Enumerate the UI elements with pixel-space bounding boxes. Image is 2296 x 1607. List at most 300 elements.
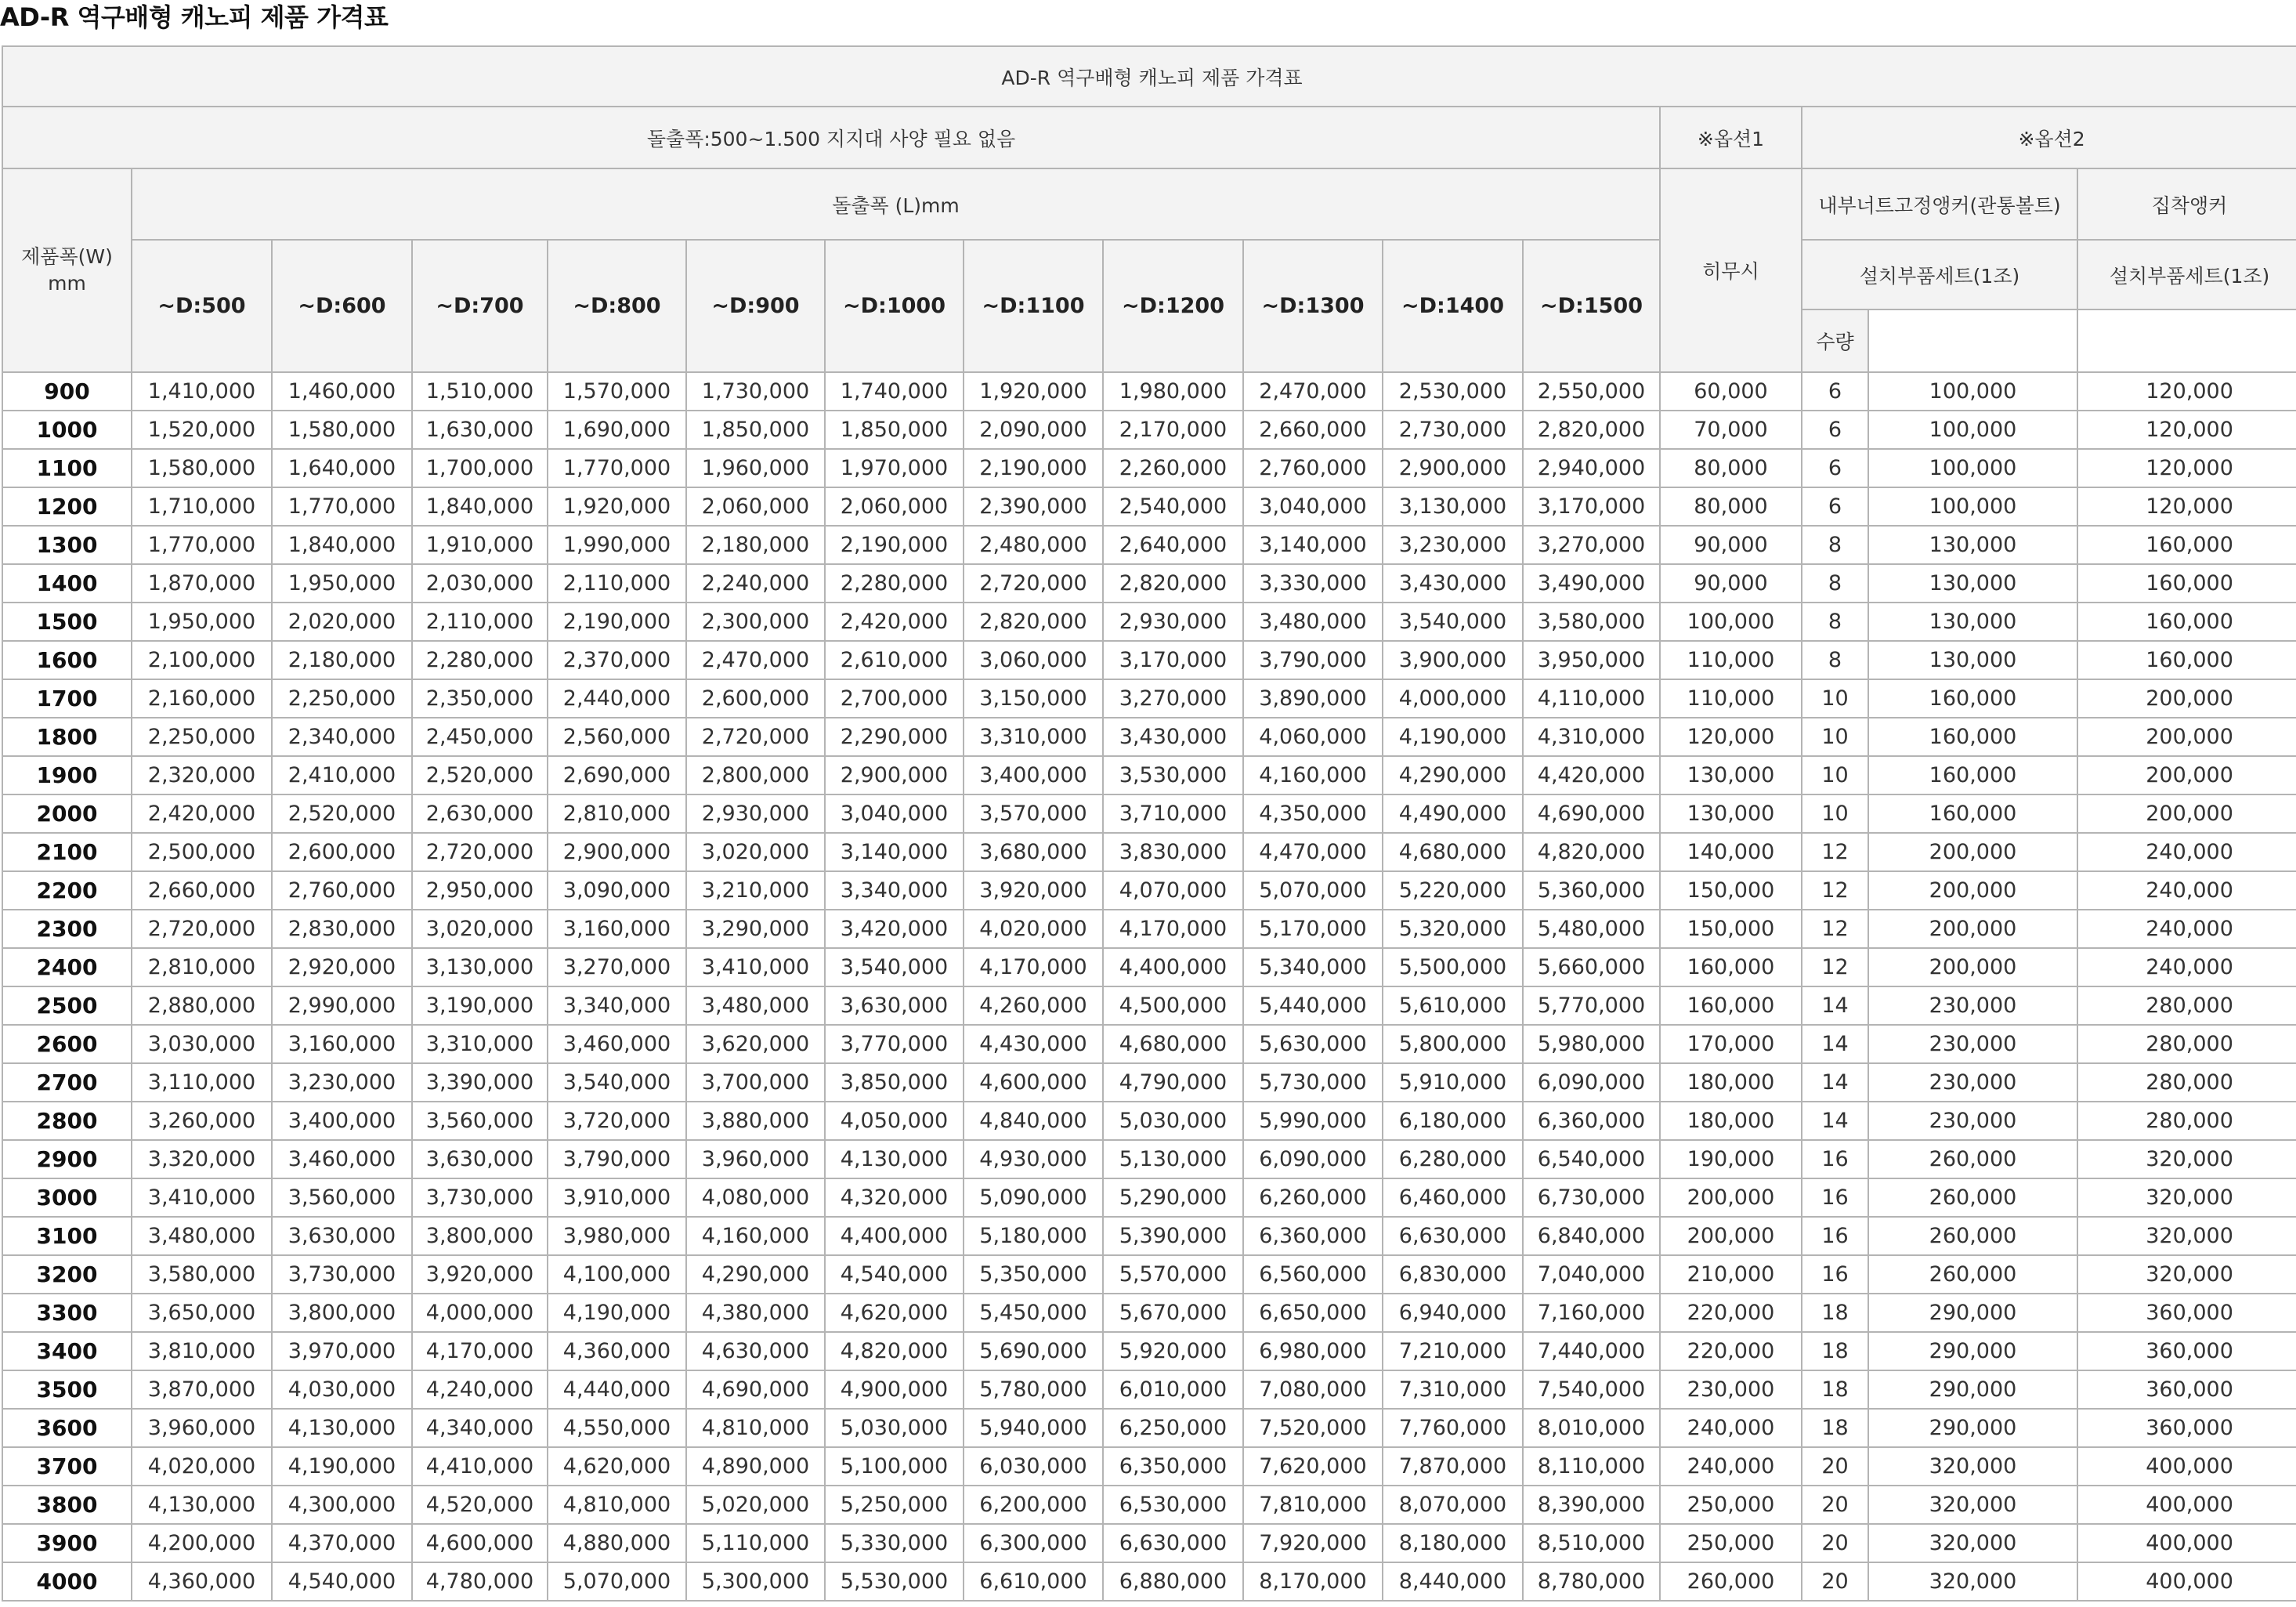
price-cell: 2,600,000 xyxy=(272,833,412,871)
price-cell: 2,820,000 xyxy=(964,603,1103,641)
price-cell: 8,390,000 xyxy=(1523,1486,1660,1524)
price-cell: 2,250,000 xyxy=(132,718,272,756)
option1-price-cell: 90,000 xyxy=(1660,526,1802,564)
price-cell: 5,450,000 xyxy=(964,1294,1103,1332)
option1-price-cell: 240,000 xyxy=(1660,1409,1802,1447)
price-cell: 7,310,000 xyxy=(1383,1370,1523,1409)
price-cell: 3,400,000 xyxy=(964,756,1103,794)
qty-cell: 12 xyxy=(1802,833,1868,871)
table-row xyxy=(2,948,2296,986)
option2b-price-cell: 400,000 xyxy=(2077,1447,2296,1486)
table-row xyxy=(2,756,2296,794)
option1-price-cell: 220,000 xyxy=(1660,1332,1802,1370)
option2b-price-cell: 240,000 xyxy=(2077,871,2296,910)
price-cell: 6,530,000 xyxy=(1103,1486,1243,1524)
price-cell: 4,160,000 xyxy=(686,1217,825,1255)
price-cell: 2,810,000 xyxy=(132,948,272,986)
price-cell: 2,810,000 xyxy=(548,794,686,833)
option2a-price-cell: 320,000 xyxy=(1868,1447,2077,1486)
price-cell: 3,460,000 xyxy=(548,1025,686,1063)
price-cell: 2,800,000 xyxy=(686,756,825,794)
option2b-price-cell: 360,000 xyxy=(2077,1332,2296,1370)
price-cell: 3,620,000 xyxy=(686,1025,825,1063)
price-cell: 3,270,000 xyxy=(1103,679,1243,718)
price-cell: 1,850,000 xyxy=(825,411,964,449)
price-cell: 4,130,000 xyxy=(825,1140,964,1178)
price-cell: 6,940,000 xyxy=(1383,1294,1523,1332)
qty-cell: 20 xyxy=(1802,1524,1868,1562)
price-cell: 4,420,000 xyxy=(1523,756,1660,794)
price-cell: 2,190,000 xyxy=(964,449,1103,487)
price-cell: 1,740,000 xyxy=(825,372,964,411)
price-cell: 3,970,000 xyxy=(272,1332,412,1370)
price-cell: 3,390,000 xyxy=(412,1063,548,1102)
price-cell: 6,840,000 xyxy=(1523,1217,1660,1255)
price-cell: 7,040,000 xyxy=(1523,1255,1660,1294)
price-cell: 3,700,000 xyxy=(686,1063,825,1102)
price-cell: 4,100,000 xyxy=(548,1255,686,1294)
qty-cell: 16 xyxy=(1802,1255,1868,1294)
width-cell: 1800 xyxy=(2,718,132,756)
price-cell: 2,930,000 xyxy=(1103,603,1243,641)
table-row xyxy=(2,1370,2296,1409)
price-cell: 1,960,000 xyxy=(686,449,825,487)
option2a-price-cell: 260,000 xyxy=(1868,1217,2077,1255)
d-column-header: ~D:1100 xyxy=(964,240,1103,372)
option2a-price-cell: 130,000 xyxy=(1868,526,2077,564)
price-cell: 3,460,000 xyxy=(272,1140,412,1178)
price-cell: 7,810,000 xyxy=(1243,1486,1383,1524)
option1-price-cell: 230,000 xyxy=(1660,1370,1802,1409)
projection-header: 돌출폭 (L)mm xyxy=(132,168,1660,240)
price-cell: 3,420,000 xyxy=(825,910,964,948)
width-cell: 1700 xyxy=(2,679,132,718)
option2b-price-cell: 360,000 xyxy=(2077,1409,2296,1447)
price-cell: 5,320,000 xyxy=(1383,910,1523,948)
price-cell: 2,720,000 xyxy=(964,564,1103,603)
price-cell: 2,820,000 xyxy=(1523,411,1660,449)
price-cell: 2,060,000 xyxy=(686,487,825,526)
qty-cell: 14 xyxy=(1802,986,1868,1025)
price-cell: 3,980,000 xyxy=(548,1217,686,1255)
price-cell: 4,350,000 xyxy=(1243,794,1383,833)
price-cell: 1,910,000 xyxy=(412,526,548,564)
price-cell: 5,530,000 xyxy=(825,1562,964,1601)
price-cell: 4,400,000 xyxy=(1103,948,1243,986)
price-cell: 3,910,000 xyxy=(548,1178,686,1217)
option1-price-cell: 60,000 xyxy=(1660,372,1802,411)
price-cell: 3,320,000 xyxy=(132,1140,272,1178)
width-cell: 1500 xyxy=(2,603,132,641)
d-column-header: ~D:800 xyxy=(548,240,686,372)
blank-header-cell xyxy=(2077,309,2296,372)
option2a-price-cell: 130,000 xyxy=(1868,603,2077,641)
price-cell: 6,300,000 xyxy=(964,1524,1103,1562)
qty-cell: 14 xyxy=(1802,1063,1868,1102)
price-cell: 3,790,000 xyxy=(548,1140,686,1178)
price-cell: 1,840,000 xyxy=(272,526,412,564)
d-column-header: ~D:700 xyxy=(412,240,548,372)
price-cell: 2,690,000 xyxy=(548,756,686,794)
price-cell: 3,020,000 xyxy=(412,910,548,948)
width-cell: 3200 xyxy=(2,1255,132,1294)
price-cell: 4,050,000 xyxy=(825,1102,964,1140)
price-cell: 1,990,000 xyxy=(548,526,686,564)
price-cell: 1,970,000 xyxy=(825,449,964,487)
d-column-header: ~D:1300 xyxy=(1243,240,1383,372)
price-cell: 2,180,000 xyxy=(272,641,412,679)
price-cell: 2,630,000 xyxy=(412,794,548,833)
table-row xyxy=(2,910,2296,948)
price-cell: 3,850,000 xyxy=(825,1063,964,1102)
price-cell: 2,190,000 xyxy=(548,603,686,641)
price-cell: 7,080,000 xyxy=(1243,1370,1383,1409)
price-cell: 5,030,000 xyxy=(825,1409,964,1447)
set-b-header: 설치부품세트(1조) xyxy=(2077,240,2296,309)
option2b-price-cell: 320,000 xyxy=(2077,1255,2296,1294)
price-cell: 5,670,000 xyxy=(1103,1294,1243,1332)
price-cell: 5,070,000 xyxy=(1243,871,1383,910)
option2b-price-cell: 320,000 xyxy=(2077,1217,2296,1255)
d-column-header: ~D:500 xyxy=(132,240,272,372)
price-cell: 5,780,000 xyxy=(964,1370,1103,1409)
option2b-price-cell: 160,000 xyxy=(2077,641,2296,679)
table-row xyxy=(2,1562,2296,1601)
price-cell: 4,000,000 xyxy=(1383,679,1523,718)
option2b-price-cell: 280,000 xyxy=(2077,1102,2296,1140)
qty-cell: 6 xyxy=(1802,372,1868,411)
price-cell: 1,770,000 xyxy=(272,487,412,526)
table-row xyxy=(2,1294,2296,1332)
price-cell: 2,470,000 xyxy=(686,641,825,679)
price-cell: 4,490,000 xyxy=(1383,794,1523,833)
price-cell: 2,660,000 xyxy=(1243,411,1383,449)
price-cell: 6,260,000 xyxy=(1243,1178,1383,1217)
qty-cell: 8 xyxy=(1802,603,1868,641)
price-cell: 4,170,000 xyxy=(1103,910,1243,948)
price-cell: 1,520,000 xyxy=(132,411,272,449)
price-cell: 5,390,000 xyxy=(1103,1217,1243,1255)
price-cell: 3,800,000 xyxy=(412,1217,548,1255)
price-cell: 4,680,000 xyxy=(1103,1025,1243,1063)
price-cell: 5,660,000 xyxy=(1523,948,1660,986)
option2a-price-cell: 290,000 xyxy=(1868,1294,2077,1332)
price-cell: 2,340,000 xyxy=(272,718,412,756)
qty-cell: 20 xyxy=(1802,1447,1868,1486)
price-cell: 1,840,000 xyxy=(412,487,548,526)
price-cell: 5,130,000 xyxy=(1103,1140,1243,1178)
price-cell: 3,020,000 xyxy=(686,833,825,871)
price-cell: 5,030,000 xyxy=(1103,1102,1243,1140)
price-cell: 3,790,000 xyxy=(1243,641,1383,679)
price-cell: 4,550,000 xyxy=(548,1409,686,1447)
option1-header: 히무시 xyxy=(1660,168,1802,372)
price-cell: 6,360,000 xyxy=(1243,1217,1383,1255)
price-cell: 5,800,000 xyxy=(1383,1025,1523,1063)
price-cell: 1,920,000 xyxy=(548,487,686,526)
price-cell: 6,650,000 xyxy=(1243,1294,1383,1332)
qty-cell: 20 xyxy=(1802,1562,1868,1601)
price-cell: 6,460,000 xyxy=(1383,1178,1523,1217)
option2b-price-cell: 120,000 xyxy=(2077,372,2296,411)
price-cell: 5,340,000 xyxy=(1243,948,1383,986)
price-cell: 3,400,000 xyxy=(272,1102,412,1140)
price-cell: 2,720,000 xyxy=(412,833,548,871)
price-cell: 2,540,000 xyxy=(1103,487,1243,526)
price-cell: 5,980,000 xyxy=(1523,1025,1660,1063)
price-cell: 6,630,000 xyxy=(1383,1217,1523,1255)
price-cell: 3,630,000 xyxy=(825,986,964,1025)
price-cell: 3,270,000 xyxy=(548,948,686,986)
price-cell: 3,030,000 xyxy=(132,1025,272,1063)
table-caption: AD-R 역구배형 캐노피 제품 가격표 xyxy=(2,46,2296,107)
price-cell: 3,230,000 xyxy=(1383,526,1523,564)
option1-price-cell: 80,000 xyxy=(1660,487,1802,526)
price-cell: 5,910,000 xyxy=(1383,1063,1523,1102)
price-cell: 4,110,000 xyxy=(1523,679,1660,718)
option2a-header: 내부너트고정앵커(관통볼트) xyxy=(1802,168,2077,240)
price-cell: 3,730,000 xyxy=(412,1178,548,1217)
price-cell: 3,270,000 xyxy=(1523,526,1660,564)
width-cell: 1600 xyxy=(2,641,132,679)
price-cell: 7,620,000 xyxy=(1243,1447,1383,1486)
price-cell: 4,620,000 xyxy=(825,1294,964,1332)
price-cell: 6,350,000 xyxy=(1103,1447,1243,1486)
price-cell: 4,160,000 xyxy=(1243,756,1383,794)
option2a-price-cell: 130,000 xyxy=(1868,564,2077,603)
price-cell: 3,630,000 xyxy=(272,1217,412,1255)
price-cell: 6,560,000 xyxy=(1243,1255,1383,1294)
price-cell: 4,540,000 xyxy=(825,1255,964,1294)
price-cell: 4,130,000 xyxy=(272,1409,412,1447)
price-cell: 2,470,000 xyxy=(1243,372,1383,411)
price-cell: 7,540,000 xyxy=(1523,1370,1660,1409)
price-cell: 2,370,000 xyxy=(548,641,686,679)
price-cell: 8,170,000 xyxy=(1243,1562,1383,1601)
option1-price-cell: 140,000 xyxy=(1660,833,1802,871)
price-cell: 3,230,000 xyxy=(272,1063,412,1102)
option2b-price-cell: 280,000 xyxy=(2077,1025,2296,1063)
price-cell: 2,240,000 xyxy=(686,564,825,603)
option1-price-cell: 260,000 xyxy=(1660,1562,1802,1601)
price-cell: 1,950,000 xyxy=(132,603,272,641)
price-cell: 3,130,000 xyxy=(1383,487,1523,526)
option2b-price-cell: 200,000 xyxy=(2077,756,2296,794)
price-cell: 2,900,000 xyxy=(548,833,686,871)
price-cell: 7,520,000 xyxy=(1243,1409,1383,1447)
price-cell: 2,250,000 xyxy=(272,679,412,718)
price-table xyxy=(2,45,2296,1602)
price-cell: 3,140,000 xyxy=(1243,526,1383,564)
qty-cell: 18 xyxy=(1802,1370,1868,1409)
option2b-price-cell: 280,000 xyxy=(2077,1063,2296,1102)
price-cell: 4,540,000 xyxy=(272,1562,412,1601)
price-cell: 5,440,000 xyxy=(1243,986,1383,1025)
width-cell: 2300 xyxy=(2,910,132,948)
table-row xyxy=(2,794,2296,833)
option1-price-cell: 240,000 xyxy=(1660,1447,1802,1486)
width-cell: 1900 xyxy=(2,756,132,794)
table-row xyxy=(2,833,2296,871)
price-cell: 2,280,000 xyxy=(825,564,964,603)
option2a-price-cell: 260,000 xyxy=(1868,1178,2077,1217)
qty-cell: 16 xyxy=(1802,1178,1868,1217)
price-cell: 5,610,000 xyxy=(1383,986,1523,1025)
price-cell: 4,370,000 xyxy=(272,1524,412,1562)
option2b-price-cell: 120,000 xyxy=(2077,449,2296,487)
price-cell: 4,900,000 xyxy=(825,1370,964,1409)
table-row xyxy=(2,1447,2296,1486)
option1-price-cell: 150,000 xyxy=(1660,871,1802,910)
qty-cell: 12 xyxy=(1802,871,1868,910)
price-cell: 7,440,000 xyxy=(1523,1332,1660,1370)
price-cell: 1,640,000 xyxy=(272,449,412,487)
price-cell: 4,440,000 xyxy=(548,1370,686,1409)
table-row xyxy=(2,487,2296,526)
price-cell: 4,380,000 xyxy=(686,1294,825,1332)
price-cell: 3,160,000 xyxy=(272,1025,412,1063)
qty-cell: 10 xyxy=(1802,756,1868,794)
option1-price-cell: 190,000 xyxy=(1660,1140,1802,1178)
width-cell: 2600 xyxy=(2,1025,132,1063)
price-cell: 1,950,000 xyxy=(272,564,412,603)
option2a-price-cell: 320,000 xyxy=(1868,1486,2077,1524)
price-cell: 2,560,000 xyxy=(548,718,686,756)
blank-header-cell xyxy=(1868,309,2077,372)
price-cell: 7,210,000 xyxy=(1383,1332,1523,1370)
width-cell: 1000 xyxy=(2,411,132,449)
table-row xyxy=(2,1178,2296,1217)
price-cell: 5,770,000 xyxy=(1523,986,1660,1025)
price-cell: 3,170,000 xyxy=(1103,641,1243,679)
qty-cell: 14 xyxy=(1802,1025,1868,1063)
price-cell: 5,990,000 xyxy=(1243,1102,1383,1140)
option1-price-cell: 220,000 xyxy=(1660,1294,1802,1332)
price-cell: 3,870,000 xyxy=(132,1370,272,1409)
price-cell: 4,240,000 xyxy=(412,1370,548,1409)
price-cell: 6,730,000 xyxy=(1523,1178,1660,1217)
price-cell: 3,800,000 xyxy=(272,1294,412,1332)
width-cell: 3100 xyxy=(2,1217,132,1255)
option1-price-cell: 90,000 xyxy=(1660,564,1802,603)
price-cell: 4,930,000 xyxy=(964,1140,1103,1178)
width-cell: 2800 xyxy=(2,1102,132,1140)
price-cell: 2,930,000 xyxy=(686,794,825,833)
price-cell: 1,920,000 xyxy=(964,372,1103,411)
price-cell: 4,020,000 xyxy=(132,1447,272,1486)
option2a-price-cell: 290,000 xyxy=(1868,1332,2077,1370)
price-cell: 5,730,000 xyxy=(1243,1063,1383,1102)
price-cell: 4,200,000 xyxy=(132,1524,272,1562)
qty-header: 수량 xyxy=(1802,309,1868,372)
option2a-price-cell: 200,000 xyxy=(1868,833,2077,871)
price-cell: 4,600,000 xyxy=(964,1063,1103,1102)
price-cell: 3,960,000 xyxy=(686,1140,825,1178)
group-option2-header: ※옵션2 xyxy=(1802,107,2296,168)
price-cell: 2,110,000 xyxy=(548,564,686,603)
price-cell: 3,190,000 xyxy=(412,986,548,1025)
price-cell: 4,410,000 xyxy=(412,1447,548,1486)
price-cell: 4,170,000 xyxy=(964,948,1103,986)
width-cell: 1400 xyxy=(2,564,132,603)
price-cell: 8,510,000 xyxy=(1523,1524,1660,1562)
option1-price-cell: 200,000 xyxy=(1660,1178,1802,1217)
option2a-price-cell: 230,000 xyxy=(1868,1063,2077,1102)
price-cell: 3,900,000 xyxy=(1383,641,1523,679)
price-cell: 4,630,000 xyxy=(686,1332,825,1370)
price-cell: 8,180,000 xyxy=(1383,1524,1523,1562)
price-cell: 3,720,000 xyxy=(548,1102,686,1140)
price-cell: 3,410,000 xyxy=(686,948,825,986)
price-cell: 2,640,000 xyxy=(1103,526,1243,564)
set-a-header: 설치부품세트(1조) xyxy=(1802,240,2077,309)
price-cell: 3,310,000 xyxy=(412,1025,548,1063)
width-cell: 1200 xyxy=(2,487,132,526)
option2b-price-cell: 400,000 xyxy=(2077,1486,2296,1524)
price-cell: 5,110,000 xyxy=(686,1524,825,1562)
price-cell: 2,520,000 xyxy=(412,756,548,794)
price-cell: 1,700,000 xyxy=(412,449,548,487)
qty-cell: 10 xyxy=(1802,718,1868,756)
price-cell: 3,920,000 xyxy=(412,1255,548,1294)
price-cell: 4,260,000 xyxy=(964,986,1103,1025)
price-cell: 6,200,000 xyxy=(964,1486,1103,1524)
price-cell: 3,480,000 xyxy=(132,1217,272,1255)
option1-price-cell: 210,000 xyxy=(1660,1255,1802,1294)
price-cell: 2,290,000 xyxy=(825,718,964,756)
price-cell: 1,570,000 xyxy=(548,372,686,411)
table-row xyxy=(2,718,2296,756)
option2b-price-cell: 240,000 xyxy=(2077,910,2296,948)
option2a-price-cell: 100,000 xyxy=(1868,449,2077,487)
price-cell: 2,060,000 xyxy=(825,487,964,526)
price-cell: 3,210,000 xyxy=(686,871,825,910)
table-row xyxy=(2,871,2296,910)
price-cell: 2,390,000 xyxy=(964,487,1103,526)
option2a-price-cell: 320,000 xyxy=(1868,1562,2077,1601)
option2b-price-cell: 320,000 xyxy=(2077,1140,2296,1178)
price-cell: 2,600,000 xyxy=(686,679,825,718)
option2a-price-cell: 100,000 xyxy=(1868,487,2077,526)
price-cell: 5,100,000 xyxy=(825,1447,964,1486)
option2b-price-cell: 200,000 xyxy=(2077,718,2296,756)
price-cell: 3,730,000 xyxy=(272,1255,412,1294)
option1-price-cell: 130,000 xyxy=(1660,794,1802,833)
price-cell: 4,320,000 xyxy=(825,1178,964,1217)
price-cell: 3,090,000 xyxy=(548,871,686,910)
price-cell: 3,630,000 xyxy=(412,1140,548,1178)
price-cell: 3,560,000 xyxy=(412,1102,548,1140)
table-row xyxy=(2,603,2296,641)
group-option1-header: ※옵션1 xyxy=(1660,107,1802,168)
price-cell: 4,170,000 xyxy=(412,1332,548,1370)
price-cell: 4,130,000 xyxy=(132,1486,272,1524)
price-cell: 5,940,000 xyxy=(964,1409,1103,1447)
qty-cell: 6 xyxy=(1802,487,1868,526)
price-cell: 5,180,000 xyxy=(964,1217,1103,1255)
price-cell: 1,510,000 xyxy=(412,372,548,411)
option1-price-cell: 130,000 xyxy=(1660,756,1802,794)
price-cell: 4,840,000 xyxy=(964,1102,1103,1140)
table-row xyxy=(2,1255,2296,1294)
price-cell: 2,920,000 xyxy=(272,948,412,986)
price-cell: 4,780,000 xyxy=(412,1562,548,1601)
width-cell: 2400 xyxy=(2,948,132,986)
qty-cell: 8 xyxy=(1802,526,1868,564)
price-cell: 4,070,000 xyxy=(1103,871,1243,910)
price-cell: 3,540,000 xyxy=(548,1063,686,1102)
price-cell: 4,020,000 xyxy=(964,910,1103,948)
